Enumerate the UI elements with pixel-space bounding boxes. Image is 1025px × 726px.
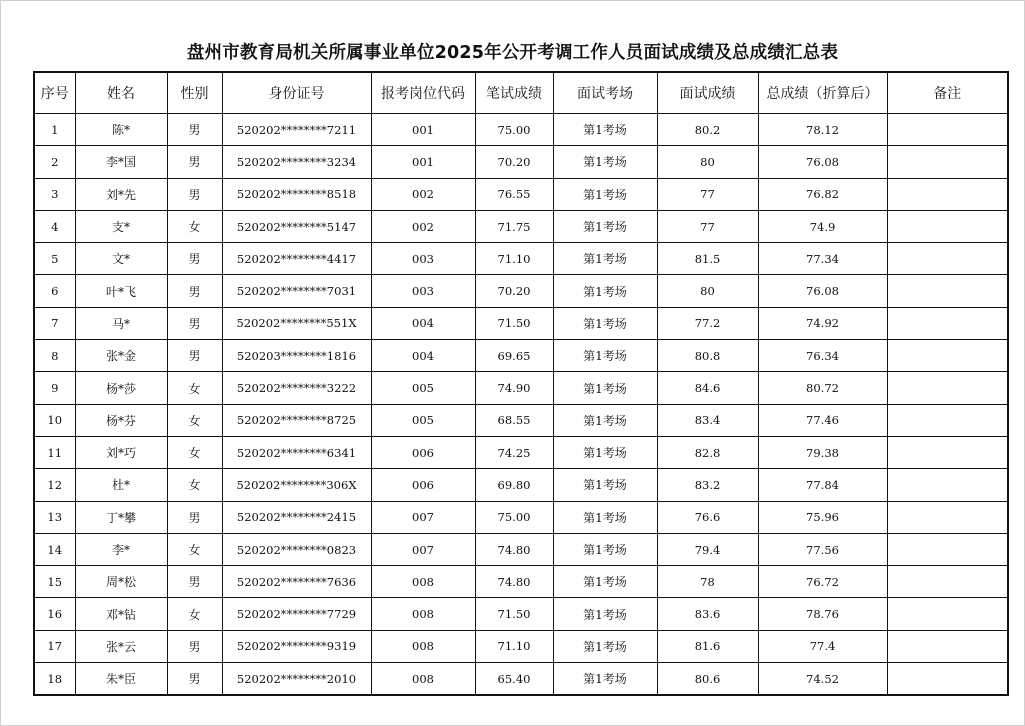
- gender-cell: 男: [167, 178, 222, 210]
- table-row: [34, 630, 1008, 662]
- total-score-cell: 77.56: [758, 533, 887, 565]
- exam-room-cell: 第1考场: [553, 243, 657, 275]
- exam-room-cell: 第1考场: [553, 178, 657, 210]
- header-post-code: 报考岗位代码: [371, 72, 475, 114]
- written-score-cell: 74.80: [475, 566, 553, 598]
- table-row: [34, 598, 1008, 630]
- total-score-cell: 77.46: [758, 404, 887, 436]
- header-id-number: 身份证号: [222, 72, 371, 114]
- remark-cell: [887, 114, 1008, 146]
- header-row: [34, 72, 1008, 114]
- total-score-cell: 77.34: [758, 243, 887, 275]
- interview-score-cell: 76.6: [657, 501, 758, 533]
- exam-room-cell: 第1考场: [553, 501, 657, 533]
- id-number-cell: 520202********551X: [222, 307, 371, 339]
- interview-score-cell: 77: [657, 178, 758, 210]
- written-score-cell: 71.75: [475, 210, 553, 242]
- remark-cell: [887, 340, 1008, 372]
- gender-cell: 男: [167, 566, 222, 598]
- post-code-cell: 003: [371, 275, 475, 307]
- name-cell: 刘*巧: [75, 436, 167, 468]
- table-row: [34, 178, 1008, 210]
- total-score-cell: 80.72: [758, 372, 887, 404]
- table-row: [34, 146, 1008, 178]
- post-code-cell: 008: [371, 630, 475, 662]
- table-row: [34, 307, 1008, 339]
- remark-cell: [887, 598, 1008, 630]
- post-code-cell: 006: [371, 469, 475, 501]
- post-code-cell: 004: [371, 340, 475, 372]
- interview-score-cell: 84.6: [657, 372, 758, 404]
- interview-score-cell: 77: [657, 210, 758, 242]
- name-cell: 叶*飞: [75, 275, 167, 307]
- header-exam-room: 面试考场: [553, 72, 657, 114]
- total-score-cell: 75.96: [758, 501, 887, 533]
- table-row: [34, 340, 1008, 372]
- written-score-cell: 75.00: [475, 501, 553, 533]
- id-number-cell: 520202********2415: [222, 501, 371, 533]
- post-code-cell: 003: [371, 243, 475, 275]
- post-code-cell: 007: [371, 501, 475, 533]
- seq-cell: 9: [34, 372, 75, 404]
- exam-room-cell: 第1考场: [553, 469, 657, 501]
- table-row: [34, 436, 1008, 468]
- seq-cell: 3: [34, 178, 75, 210]
- page-title: 盘州市教育局机关所属事业单位2025年公开考调工作人员面试成绩及总成绩汇总表: [186, 43, 839, 63]
- table-row: [34, 566, 1008, 598]
- remark-cell: [887, 436, 1008, 468]
- seq-cell: 8: [34, 340, 75, 372]
- score-summary-table: [33, 71, 1009, 696]
- written-score-cell: 70.20: [475, 146, 553, 178]
- table-row: [34, 114, 1008, 146]
- written-score-cell: 68.55: [475, 404, 553, 436]
- interview-score-cell: 77.2: [657, 307, 758, 339]
- name-cell: 张*云: [75, 630, 167, 662]
- id-number-cell: 520202********4417: [222, 243, 371, 275]
- seq-cell: 15: [34, 566, 75, 598]
- total-score-cell: 77.4: [758, 630, 887, 662]
- written-score-cell: 65.40: [475, 663, 553, 696]
- written-score-cell: 71.50: [475, 598, 553, 630]
- table-row: [34, 533, 1008, 565]
- exam-room-cell: 第1考场: [553, 566, 657, 598]
- total-score-cell: 77.84: [758, 469, 887, 501]
- gender-cell: 女: [167, 469, 222, 501]
- seq-cell: 10: [34, 404, 75, 436]
- written-score-cell: 75.00: [475, 114, 553, 146]
- id-number-cell: 520202********7636: [222, 566, 371, 598]
- seq-cell: 16: [34, 598, 75, 630]
- total-score-cell: 76.08: [758, 275, 887, 307]
- name-cell: 朱*臣: [75, 663, 167, 696]
- remark-cell: [887, 404, 1008, 436]
- remark-cell: [887, 243, 1008, 275]
- table-row: [34, 404, 1008, 436]
- total-score-cell: 74.92: [758, 307, 887, 339]
- table-row: [34, 469, 1008, 501]
- written-score-cell: 74.25: [475, 436, 553, 468]
- remark-cell: [887, 210, 1008, 242]
- name-cell: 张*金: [75, 340, 167, 372]
- name-cell: 丁*攀: [75, 501, 167, 533]
- gender-cell: 女: [167, 404, 222, 436]
- remark-cell: [887, 469, 1008, 501]
- post-code-cell: 005: [371, 372, 475, 404]
- id-number-cell: 520203********1816: [222, 340, 371, 372]
- seq-cell: 7: [34, 307, 75, 339]
- remark-cell: [887, 307, 1008, 339]
- exam-room-cell: 第1考场: [553, 598, 657, 630]
- written-score-cell: 69.80: [475, 469, 553, 501]
- exam-room-cell: 第1考场: [553, 340, 657, 372]
- remark-cell: [887, 533, 1008, 565]
- seq-cell: 2: [34, 146, 75, 178]
- post-code-cell: 001: [371, 114, 475, 146]
- header-total-score: 总成绩（折算后）: [758, 72, 887, 114]
- seq-cell: 5: [34, 243, 75, 275]
- post-code-cell: 007: [371, 533, 475, 565]
- gender-cell: 男: [167, 340, 222, 372]
- seq-cell: 4: [34, 210, 75, 242]
- gender-cell: 男: [167, 663, 222, 696]
- post-code-cell: 001: [371, 146, 475, 178]
- id-number-cell: 520202********8518: [222, 178, 371, 210]
- remark-cell: [887, 372, 1008, 404]
- name-cell: 杨*莎: [75, 372, 167, 404]
- exam-room-cell: 第1考场: [553, 307, 657, 339]
- exam-room-cell: 第1考场: [553, 275, 657, 307]
- id-number-cell: 520202********3234: [222, 146, 371, 178]
- written-score-cell: 71.50: [475, 307, 553, 339]
- table-header: [34, 72, 1008, 114]
- interview-score-cell: 80.6: [657, 663, 758, 696]
- seq-cell: 6: [34, 275, 75, 307]
- written-score-cell: 70.20: [475, 275, 553, 307]
- id-number-cell: 520202********7031: [222, 275, 371, 307]
- id-number-cell: 520202********7211: [222, 114, 371, 146]
- table-body: [34, 114, 1008, 696]
- gender-cell: 女: [167, 436, 222, 468]
- seq-cell: 14: [34, 533, 75, 565]
- written-score-cell: 74.90: [475, 372, 553, 404]
- gender-cell: 男: [167, 114, 222, 146]
- post-code-cell: 006: [371, 436, 475, 468]
- total-score-cell: 76.08: [758, 146, 887, 178]
- interview-score-cell: 78: [657, 566, 758, 598]
- id-number-cell: 520202********9319: [222, 630, 371, 662]
- exam-room-cell: 第1考场: [553, 114, 657, 146]
- seq-cell: 18: [34, 663, 75, 696]
- total-score-cell: 76.72: [758, 566, 887, 598]
- exam-room-cell: 第1考场: [553, 404, 657, 436]
- exam-room-cell: 第1考场: [553, 436, 657, 468]
- header-remark: 备注: [887, 72, 1008, 114]
- id-number-cell: 520202********0823: [222, 533, 371, 565]
- written-score-cell: 74.80: [475, 533, 553, 565]
- exam-room-cell: 第1考场: [553, 630, 657, 662]
- gender-cell: 男: [167, 630, 222, 662]
- total-score-cell: 79.38: [758, 436, 887, 468]
- gender-cell: 男: [167, 307, 222, 339]
- remark-cell: [887, 501, 1008, 533]
- post-code-cell: 005: [371, 404, 475, 436]
- interview-score-cell: 81.6: [657, 630, 758, 662]
- name-cell: 文*: [75, 243, 167, 275]
- table-row: [34, 243, 1008, 275]
- interview-score-cell: 83.2: [657, 469, 758, 501]
- remark-cell: [887, 663, 1008, 696]
- gender-cell: 男: [167, 275, 222, 307]
- total-score-cell: 78.12: [758, 114, 887, 146]
- name-cell: 支*: [75, 210, 167, 242]
- total-score-cell: 76.34: [758, 340, 887, 372]
- total-score-cell: 74.9: [758, 210, 887, 242]
- remark-cell: [887, 630, 1008, 662]
- written-score-cell: 76.55: [475, 178, 553, 210]
- interview-score-cell: 80.8: [657, 340, 758, 372]
- exam-room-cell: 第1考场: [553, 146, 657, 178]
- remark-cell: [887, 178, 1008, 210]
- name-cell: 周*松: [75, 566, 167, 598]
- interview-score-cell: 83.4: [657, 404, 758, 436]
- id-number-cell: 520202********6341: [222, 436, 371, 468]
- post-code-cell: 002: [371, 178, 475, 210]
- exam-room-cell: 第1考场: [553, 533, 657, 565]
- seq-cell: 13: [34, 501, 75, 533]
- total-score-cell: 78.76: [758, 598, 887, 630]
- header-seq: 序号: [34, 72, 75, 114]
- header-name: 姓名: [75, 72, 167, 114]
- exam-room-cell: 第1考场: [553, 210, 657, 242]
- seq-cell: 11: [34, 436, 75, 468]
- interview-score-cell: 79.4: [657, 533, 758, 565]
- exam-room-cell: 第1考场: [553, 372, 657, 404]
- total-score-cell: 74.52: [758, 663, 887, 696]
- seq-cell: 17: [34, 630, 75, 662]
- table-row: [34, 275, 1008, 307]
- gender-cell: 女: [167, 533, 222, 565]
- table-row: [34, 663, 1008, 696]
- post-code-cell: 008: [371, 663, 475, 696]
- name-cell: 刘*先: [75, 178, 167, 210]
- gender-cell: 男: [167, 146, 222, 178]
- table-row: [34, 372, 1008, 404]
- name-cell: 杜*: [75, 469, 167, 501]
- written-score-cell: 69.65: [475, 340, 553, 372]
- id-number-cell: 520202********5147: [222, 210, 371, 242]
- post-code-cell: 002: [371, 210, 475, 242]
- seq-cell: 12: [34, 469, 75, 501]
- written-score-cell: 71.10: [475, 243, 553, 275]
- name-cell: 李*国: [75, 146, 167, 178]
- table-row: [34, 501, 1008, 533]
- post-code-cell: 008: [371, 566, 475, 598]
- id-number-cell: 520202********3222: [222, 372, 371, 404]
- header-written-score: 笔试成绩: [475, 72, 553, 114]
- interview-score-cell: 80.2: [657, 114, 758, 146]
- interview-score-cell: 82.8: [657, 436, 758, 468]
- gender-cell: 男: [167, 501, 222, 533]
- remark-cell: [887, 566, 1008, 598]
- id-number-cell: 520202********2010: [222, 663, 371, 696]
- interview-score-cell: 83.6: [657, 598, 758, 630]
- gender-cell: 男: [167, 243, 222, 275]
- remark-cell: [887, 275, 1008, 307]
- post-code-cell: 008: [371, 598, 475, 630]
- header-interview-score: 面试成绩: [657, 72, 758, 114]
- total-score-cell: 76.82: [758, 178, 887, 210]
- header-gender: 性别: [167, 72, 222, 114]
- post-code-cell: 004: [371, 307, 475, 339]
- gender-cell: 女: [167, 598, 222, 630]
- name-cell: 马*: [75, 307, 167, 339]
- exam-room-cell: 第1考场: [553, 663, 657, 696]
- remark-cell: [887, 146, 1008, 178]
- table-row: [34, 210, 1008, 242]
- id-number-cell: 520202********306X: [222, 469, 371, 501]
- name-cell: 陈*: [75, 114, 167, 146]
- gender-cell: 女: [167, 372, 222, 404]
- seq-cell: 1: [34, 114, 75, 146]
- interview-score-cell: 81.5: [657, 243, 758, 275]
- name-cell: 李*: [75, 533, 167, 565]
- id-number-cell: 520202********7729: [222, 598, 371, 630]
- name-cell: 邓*钻: [75, 598, 167, 630]
- interview-score-cell: 80: [657, 146, 758, 178]
- written-score-cell: 71.10: [475, 630, 553, 662]
- gender-cell: 女: [167, 210, 222, 242]
- interview-score-cell: 80: [657, 275, 758, 307]
- id-number-cell: 520202********8725: [222, 404, 371, 436]
- name-cell: 杨*芬: [75, 404, 167, 436]
